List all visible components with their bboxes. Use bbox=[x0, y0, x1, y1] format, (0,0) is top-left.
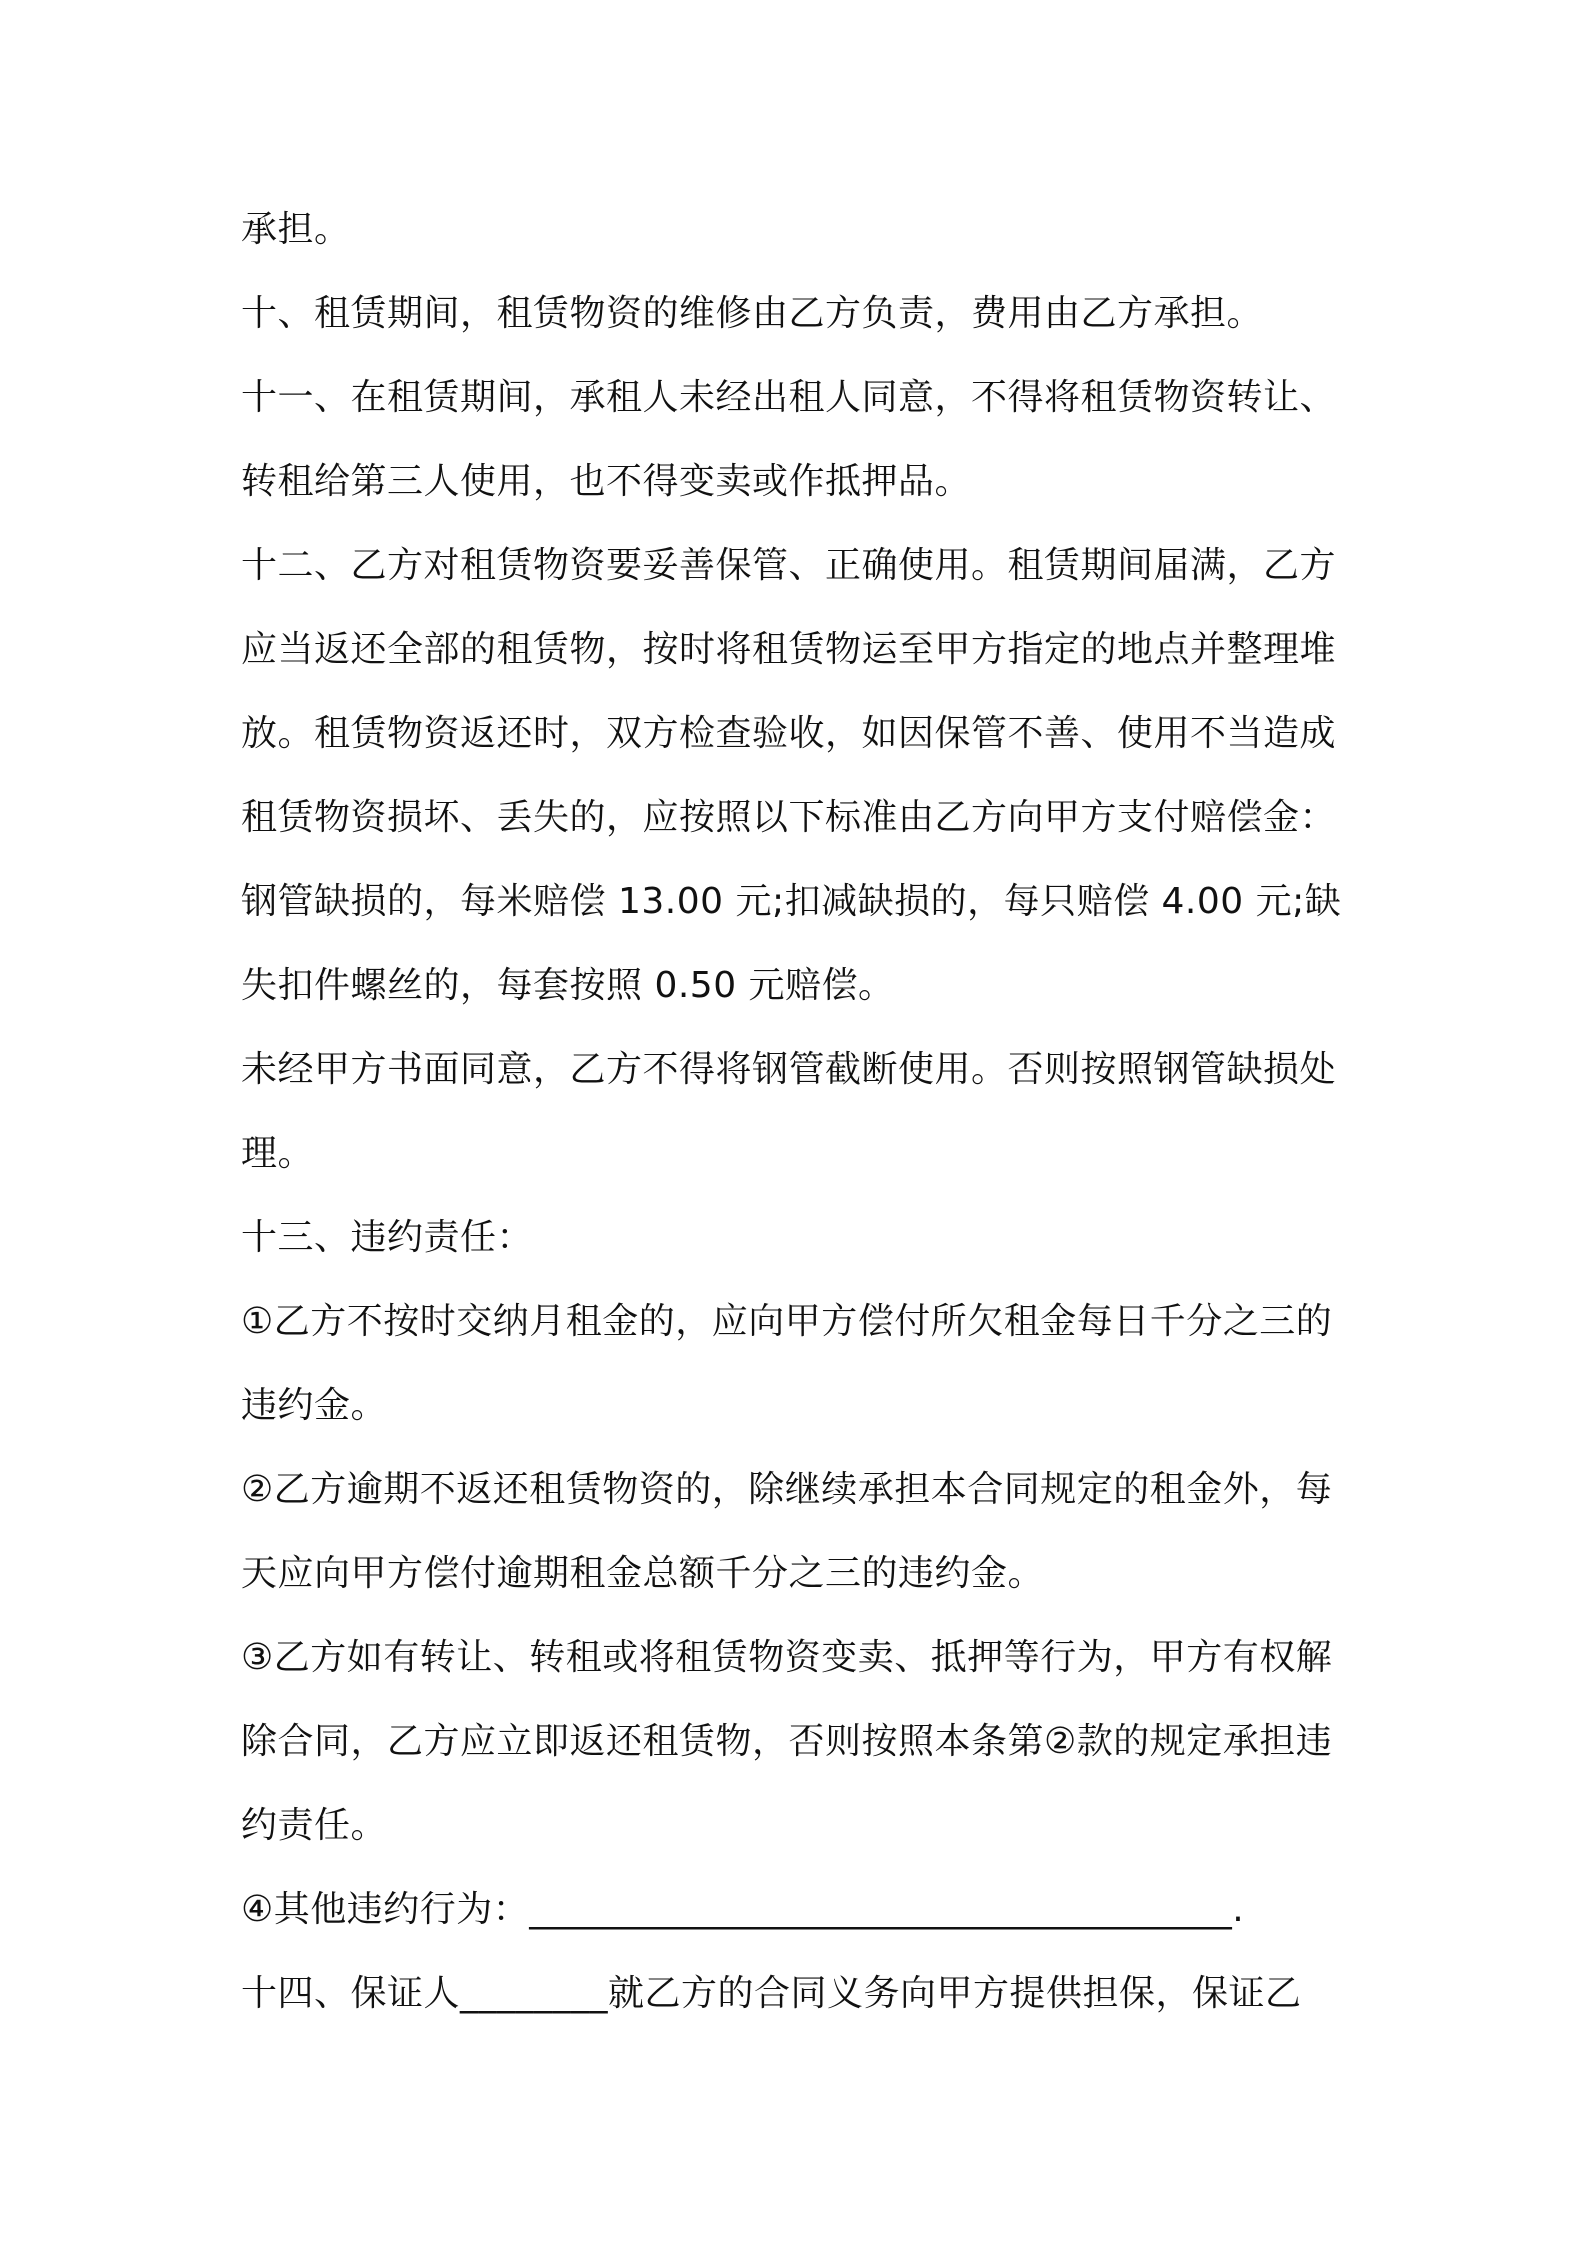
text-line: 钢管缺损的，每米赔偿 13.00 元;扣减缺损的，每只赔偿 4.00 元;缺 bbox=[241, 881, 1342, 922]
text-line: 除合同，乙方应立即返还租赁物，否则按照本条第②款的规定承担违 bbox=[241, 1721, 1333, 1762]
text-line: ④其他违约行为：______________________________________. bbox=[241, 1889, 1245, 1930]
text-line: 放。租赁物资返还时，双方检查验收，如因保管不善、使用不当造成 bbox=[241, 713, 1337, 754]
text-line: 十二、乙方对租赁物资要妥善保管、正确使用。租赁期间届满，乙方 bbox=[241, 545, 1337, 586]
text-line: 违约金。 bbox=[241, 1385, 388, 1426]
text-line: 天应向甲方偿付逾期租金总额千分之三的违约金。 bbox=[241, 1553, 1045, 1594]
text-line: 失扣件螺丝的，每套按照 0.50 元赔偿。 bbox=[241, 965, 895, 1006]
text-line: 十四、保证人________就乙方的合同义务向甲方提供担保，保证乙 bbox=[241, 1973, 1302, 2014]
text-line: 理。 bbox=[241, 1133, 315, 1174]
text-line: 约责任。 bbox=[241, 1805, 388, 1846]
text-line: ③乙方如有转让、转租或将租赁物资变卖、抵押等行为，甲方有权解 bbox=[241, 1637, 1333, 1678]
text-line: 十三、违约责任： bbox=[241, 1217, 534, 1258]
text-line: ①乙方不按时交纳月租金的，应向甲方偿付所欠租金每日千分之三的 bbox=[241, 1301, 1333, 1342]
text-line: 十一、在租赁期间，承租人未经出租人同意，不得将租赁物资转让、 bbox=[241, 377, 1337, 418]
text-line: 未经甲方书面同意，乙方不得将钢管截断使用。否则按照钢管缺损处 bbox=[241, 1049, 1337, 1090]
text-line: 应当返还全部的租赁物，按时将租赁物运至甲方指定的地点并整理堆 bbox=[241, 629, 1337, 670]
text-line: 十、租赁期间，租赁物资的维修由乙方负责，费用由乙方承担。 bbox=[241, 293, 1264, 334]
text-line: 租赁物资损坏、丢失的，应按照以下标准由乙方向甲方支付赔偿金： bbox=[241, 797, 1337, 838]
text-line: ②乙方逾期不返还租赁物资的，除继续承担本合同规定的租金外，每 bbox=[241, 1469, 1333, 1510]
text-line: 转租给第三人使用，也不得变卖或作抵押品。 bbox=[241, 461, 972, 502]
text-line: 承担。 bbox=[241, 209, 351, 250]
